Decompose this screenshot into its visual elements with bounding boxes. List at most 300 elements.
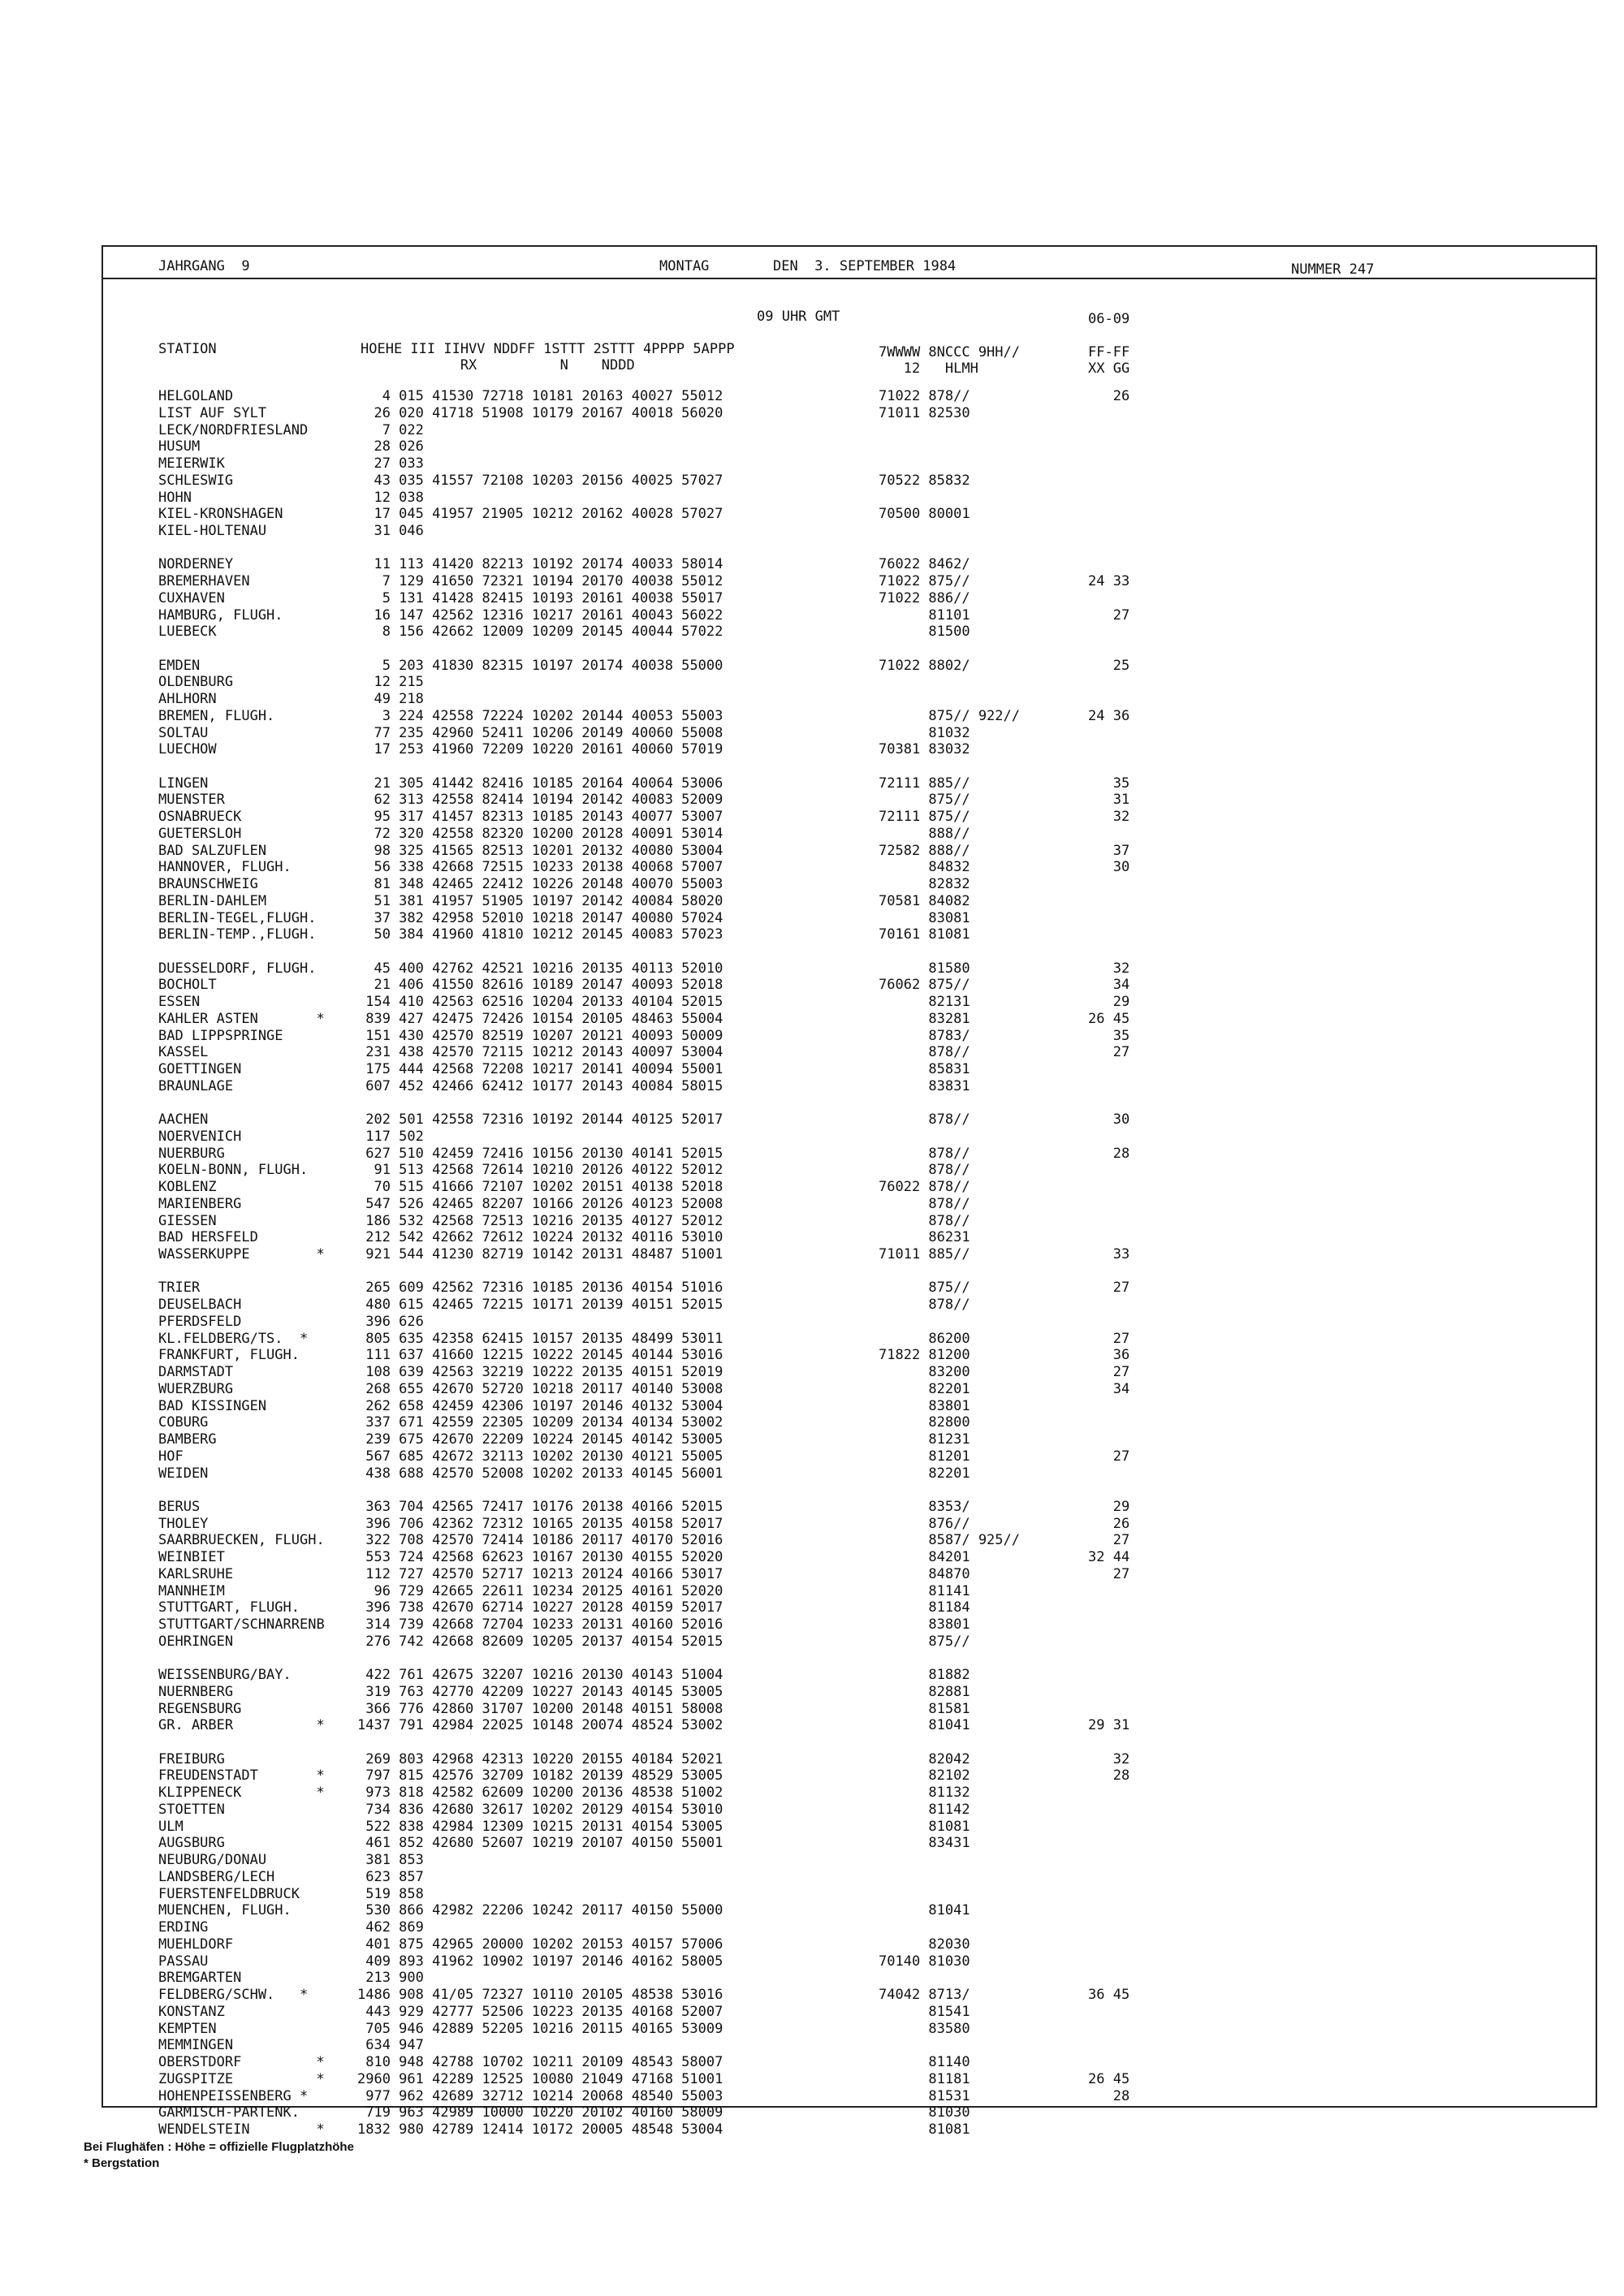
station-weather-groups: 8353/ [879, 1498, 970, 1515]
station-synop-data: 31 046 [357, 523, 424, 539]
station-name: BREMERHAVEN [158, 573, 250, 589]
station-weather-groups: 71022 875// [879, 573, 970, 589]
station-wind-peak: 27 [1088, 1448, 1130, 1465]
station-weather-groups: 878// [879, 1044, 970, 1061]
station-name: EMDEN [158, 657, 201, 674]
station-name: MANNHEIM [158, 1582, 225, 1599]
station-weather-groups: 878// [879, 1212, 970, 1229]
station-synop-data: 17 253 41960 72209 10220 20161 40060 57019 [357, 741, 723, 758]
station-weather-groups: 875// [879, 1633, 970, 1650]
station-name: HELGOLAND [158, 388, 234, 404]
station-wind-peak: 27 [1088, 606, 1130, 624]
station-weather-groups: 8783/ [879, 1027, 970, 1044]
station-synop-data: 43 035 41557 72108 10203 20156 40025 57027 [357, 472, 723, 489]
station-synop-data: 62 313 42558 82414 10194 20142 40083 52009 [357, 792, 723, 809]
station-synop-data: 49 218 [357, 691, 424, 707]
station-wind-peak: 32 [1088, 1750, 1130, 1767]
station-wind-peak: 36 [1088, 1347, 1130, 1364]
station-weather-groups: 70500 80001 [879, 506, 970, 523]
station-wind-peak: 30 [1088, 1111, 1130, 1128]
station-weather-groups: 878// [879, 1111, 970, 1128]
station-name: ESSEN [158, 994, 201, 1010]
station-synop-data: 262 658 42459 42306 10197 20146 40132 53004 [357, 1397, 723, 1414]
station-weather-groups: 83081 [879, 909, 970, 926]
station-name: SCHLESWIG [158, 472, 234, 489]
station-synop-data: 396 738 42670 62714 10227 20128 40159 52017 [357, 1599, 723, 1616]
station-weather-groups: 82042 [879, 1750, 970, 1767]
station-synop-data: 797 815 42576 32709 10182 20139 48529 53005 [357, 1767, 723, 1785]
station-weather-groups: 878// [879, 1195, 970, 1212]
station-weather-groups: 82131 [879, 994, 970, 1010]
station-weather-groups: 76022 8462/ [879, 556, 970, 573]
station-wind-peak: 29 31 [1088, 1717, 1130, 1734]
station-name: HOHN [158, 489, 192, 506]
station-weather-groups: 70581 84082 [879, 892, 970, 909]
station-weather-groups: 81181 [879, 2070, 970, 2087]
station-name: DARMSTADT [158, 1364, 234, 1380]
station-name: REGENSBURG [158, 1700, 242, 1717]
station-name: OLDENBURG [158, 674, 234, 691]
station-name: BREMGARTEN [158, 1970, 242, 1987]
station-wind-peak: 27 [1088, 1280, 1130, 1297]
station-wind-peak: 34 [1088, 977, 1130, 994]
station-synop-data: 95 317 41457 82313 10185 20143 40077 53007 [357, 809, 723, 825]
station-name: WEINBIET [158, 1549, 225, 1565]
station-name: AACHEN [158, 1111, 209, 1128]
station-name: BERLIN-DAHLEM [158, 892, 267, 909]
station-synop-data: 27 033 [357, 455, 424, 472]
station-name: TRIER [158, 1280, 201, 1297]
footnote-airports: Bei Flughäfen : Höhe = offizielle Flugplatzhöhe [84, 2140, 354, 2154]
station-synop-data: 276 742 42668 82609 10205 20137 40154 52015 [357, 1633, 723, 1650]
station-name: FUERSTENFELDBRUCK [158, 1885, 300, 1902]
station-name: BAD LIPPSPRINGE [158, 1027, 283, 1044]
station-weather-groups: 878// [879, 1162, 970, 1179]
station-synop-data: 12 038 [357, 489, 424, 506]
station-synop-data: 366 776 42860 31707 10200 20148 40151 58008 [357, 1700, 723, 1717]
station-weather-groups: 875// [879, 1280, 970, 1297]
station-synop-data: 12 215 [357, 674, 424, 691]
station-name: MUENCHEN, FLUGH. [158, 1902, 292, 1919]
period-label: 06-09 [1088, 311, 1130, 327]
table-frame [102, 245, 1597, 2108]
station-synop-data: 154 410 42563 62516 10204 20133 40104 52015 [357, 994, 723, 1010]
station-synop-data: 50 384 41960 41810 10212 20145 40083 57023 [357, 926, 723, 943]
station-name: BRAUNLAGE [158, 1077, 234, 1094]
station-synop-data: 734 836 42680 32617 10202 20129 40154 53010 [357, 1801, 723, 1818]
station-weather-groups: 70522 85832 [879, 472, 970, 489]
station-weather-groups: 84870 [879, 1565, 970, 1582]
station-weather-groups: 81882 [879, 1667, 970, 1683]
station-synop-data: 72 320 42558 82320 10200 20128 40091 53014 [357, 825, 723, 842]
station-wind-peak: 28 [1088, 1767, 1130, 1785]
station-name: BAD KISSINGEN [158, 1397, 267, 1414]
station-name: KASSEL [158, 1044, 209, 1061]
station-synop-data: 1832 980 42789 12414 10172 20005 48548 53004 [357, 2121, 723, 2138]
jahrgang-label: JAHRGANG 9 [158, 258, 250, 274]
station-weather-groups: 875// 922// [879, 707, 1020, 724]
station-name: KL.FELDBERG/TS. * [158, 1330, 309, 1347]
station-name: KEMPTEN [158, 2020, 217, 2037]
station-synop-data: 921 544 41230 82719 10142 20131 48487 51001 [357, 1246, 723, 1262]
station-weather-groups: 81101 [879, 606, 970, 624]
station-synop-data: 805 635 42358 62415 10157 20135 48499 53011 [357, 1330, 723, 1347]
station-wind-peak: 35 [1088, 1027, 1130, 1044]
station-wind-peak: 34 [1088, 1380, 1130, 1397]
station-weather-groups: 8587/ 925// [879, 1532, 1020, 1549]
station-name: KOBLENZ [158, 1179, 217, 1195]
station-name: WENDELSTEIN * [158, 2121, 325, 2138]
station-wind-peak: 26 [1088, 388, 1130, 404]
station-wind-peak: 27 [1088, 1330, 1130, 1347]
station-name: AUGSBURG [158, 1835, 225, 1852]
station-synop-data: 322 708 42570 72414 10186 20117 40170 52016 [357, 1532, 723, 1549]
station-synop-data: 461 852 42680 52607 10219 20107 40150 55001 [357, 1835, 723, 1852]
station-synop-data: 530 866 42982 22206 10242 20117 40150 55000 [357, 1902, 723, 1919]
station-synop-data: 91 513 42568 72614 10210 20126 40122 52012 [357, 1162, 723, 1179]
station-weather-groups: 81142 [879, 1801, 970, 1818]
station-weather-groups: 878// [879, 1297, 970, 1313]
station-name: LUECHOW [158, 741, 217, 758]
station-wind-peak: 35 [1088, 775, 1130, 792]
station-weather-groups: 82030 [879, 1936, 970, 1953]
station-weather-groups: 71011 885// [879, 1246, 970, 1262]
station-weather-groups: 81500 [879, 624, 970, 641]
station-synop-data: 705 946 42889 52205 10216 20115 40165 53009 [357, 2020, 723, 2037]
station-weather-groups: 82201 [879, 1465, 970, 1482]
station-name: FRANKFURT, FLUGH. [158, 1347, 300, 1364]
station-synop-data: 314 739 42668 72704 10233 20131 40160 52016 [357, 1616, 723, 1633]
station-name: BOCHOLT [158, 977, 217, 994]
weather-columns-header: 7WWWW 8NCCC 9HH// [879, 344, 1020, 360]
wind-columns-header: FF-FF [1088, 344, 1130, 360]
station-name: COBURG [158, 1414, 209, 1431]
station-weather-groups: 82201 [879, 1380, 970, 1397]
station-synop-data: 627 510 42459 72416 10156 20130 40141 52015 [357, 1145, 723, 1162]
station-synop-data: 212 542 42662 72612 10224 20132 40116 53010 [357, 1229, 723, 1246]
station-name: NUERNBERG [158, 1683, 234, 1700]
station-synop-data: 117 502 [357, 1128, 424, 1145]
station-synop-data: 480 615 42465 72215 10171 20139 40151 52015 [357, 1297, 723, 1313]
station-synop-data: 268 655 42670 52720 10218 20117 40140 53008 [357, 1380, 723, 1397]
station-wind-peak: 29 [1088, 994, 1130, 1010]
station-name: DEUSELBACH [158, 1297, 242, 1313]
station-name: WUERZBURG [158, 1380, 234, 1397]
station-name: WASSERKUPPE * [158, 1246, 325, 1262]
station-synop-data: 363 704 42565 72417 10176 20138 40166 52015 [357, 1498, 723, 1515]
station-wind-peak: 27 [1088, 1364, 1130, 1380]
station-weather-groups: 81531 [879, 2087, 970, 2104]
station-name: NUERBURG [158, 1145, 225, 1162]
station-weather-groups: 86200 [879, 1330, 970, 1347]
station-name: MUENSTER [158, 792, 225, 809]
station-wind-peak: 27 [1088, 1565, 1130, 1582]
station-name: OBERSTDORF * [158, 2054, 325, 2070]
station-name: ERDING [158, 1919, 209, 1936]
station-name: DUESSELDORF, FLUGH. [158, 960, 317, 977]
station-name: MUEHLDORF [158, 1936, 234, 1953]
station-weather-groups: 876// [879, 1515, 970, 1532]
station-weather-groups: 81140 [879, 2054, 970, 2070]
station-name: BRAUNSCHWEIG [158, 876, 258, 892]
station-weather-groups: 71022 8802/ [879, 657, 970, 674]
station-weather-groups: 86231 [879, 1229, 970, 1246]
station-name: THOLEY [158, 1515, 209, 1532]
station-name: HUSUM [158, 438, 201, 455]
station-name: ZUGSPITZE * [158, 2070, 325, 2087]
station-weather-groups: 70140 81030 [879, 1953, 970, 1970]
station-synop-data: 396 706 42362 72312 10165 20135 40158 52017 [357, 1515, 723, 1532]
station-weather-groups: 81041 [879, 1717, 970, 1734]
station-weather-groups: 76062 875// [879, 977, 970, 994]
station-wind-peak: 25 [1088, 657, 1130, 674]
station-synop-data: 422 761 42675 32207 10216 20130 40143 51004 [357, 1667, 723, 1683]
station-weather-groups: 85831 [879, 1061, 970, 1077]
station-synop-data: 519 858 [357, 1885, 424, 1902]
station-synop-data: 719 963 42989 10000 10220 20102 40160 58009 [357, 2104, 723, 2121]
station-weather-groups: 83431 [879, 1835, 970, 1852]
station-name: MEMMINGEN [158, 2037, 234, 2054]
station-synop-data: 7 129 41650 72321 10194 20170 40038 55012 [357, 573, 723, 589]
station-weather-groups: 83801 [879, 1397, 970, 1414]
station-weather-groups: 82832 [879, 876, 970, 892]
station-name: HOF [158, 1448, 184, 1465]
station-synop-data: 623 857 [357, 1868, 424, 1885]
station-weather-groups: 76022 878// [879, 1179, 970, 1195]
station-weather-groups: 81132 [879, 1785, 970, 1801]
station-synop-data: 98 325 41565 82513 10201 20132 40080 53004 [357, 842, 723, 859]
station-wind-peak: 32 [1088, 809, 1130, 825]
station-wind-peak: 28 [1088, 1145, 1130, 1162]
station-name: BAD HERSFELD [158, 1229, 258, 1246]
station-synop-data: 443 929 42777 52506 10223 20135 40168 52007 [357, 2003, 723, 2020]
station-weather-groups: 81081 [879, 1818, 970, 1835]
station-synop-data: 213 900 [357, 1970, 424, 1987]
station-weather-groups: 81030 [879, 2104, 970, 2121]
station-name: BERLIN-TEMP.,FLUGH. [158, 926, 317, 943]
station-synop-data: 21 406 41550 82616 10189 20147 40093 52018 [357, 977, 723, 994]
station-name: HAMBURG, FLUGH. [158, 606, 283, 624]
station-synop-data: 438 688 42570 52008 10202 20133 40145 56001 [357, 1465, 723, 1482]
station-synop-data: 462 869 [357, 1919, 424, 1936]
station-synop-data: 977 962 42689 32712 10214 20068 48540 55003 [357, 2087, 723, 2104]
station-name: BERUS [158, 1498, 201, 1515]
station-synop-data: 2960 961 42289 12525 10080 21049 47168 51001 [357, 2070, 723, 2087]
station-name: HOHENPEISSENBERG * [158, 2087, 309, 2104]
station-synop-data: 96 729 42665 22611 10234 20125 40161 52020 [357, 1582, 723, 1599]
station-wind-peak: 26 [1088, 1515, 1130, 1532]
station-name: GUETERSLOH [158, 825, 242, 842]
station-weather-groups: 81032 [879, 724, 970, 741]
issue-number: NUMMER 247 [1291, 261, 1375, 278]
station-synop-data: 810 948 42788 10702 10211 20109 48543 58007 [357, 2054, 723, 2070]
station-name: BERLIN-TEGEL,FLUGH. [158, 909, 317, 926]
station-synop-data: 607 452 42466 62412 10177 20143 40084 58015 [357, 1077, 723, 1094]
station-wind-peak: 32 [1088, 960, 1130, 977]
station-name: LECK/NORDFRIESLAND [158, 421, 309, 438]
station-weather-groups: 71822 81200 [879, 1347, 970, 1364]
station-synop-data: 337 671 42559 22305 10209 20134 40134 53002 [357, 1414, 723, 1431]
station-weather-groups: 83281 [879, 1010, 970, 1027]
station-synop-data: 839 427 42475 72426 10154 20105 48463 55004 [357, 1010, 723, 1027]
station-name: BAD SALZUFLEN [158, 842, 267, 859]
station-name: STUTTGART, FLUGH. [158, 1599, 300, 1616]
station-name: LIST AUF SYLT [158, 404, 267, 421]
station-name: GR. ARBER * [158, 1717, 325, 1734]
station-wind-peak: 36 45 [1088, 1987, 1130, 2003]
station-weather-groups: 81184 [879, 1599, 970, 1616]
wind-columns-subheader: XX GG [1088, 360, 1130, 377]
station-name: PFERDSFELD [158, 1313, 242, 1330]
data-columns-header: HOEHE III IIHVV NDDFF 1STTT 2STTT 4PPPP 5APPP [361, 341, 735, 357]
station-wind-peak: 37 [1088, 842, 1130, 859]
station-weather-groups: 81581 [879, 1700, 970, 1717]
station-name: KAHLER ASTEN * [158, 1010, 325, 1027]
station-synop-data: 186 532 42568 72513 10216 20135 40127 52012 [357, 1212, 723, 1229]
station-weather-groups: 72111 875// [879, 809, 970, 825]
station-weather-groups: 71011 82530 [879, 404, 970, 421]
station-synop-data: 547 526 42465 82207 10166 20126 40123 52008 [357, 1195, 723, 1212]
station-wind-peak: 27 [1088, 1044, 1130, 1061]
station-weather-groups: 81201 [879, 1448, 970, 1465]
station-weather-groups: 878// [879, 1145, 970, 1162]
station-name: GARMISCH-PARTENK. [158, 2104, 300, 2121]
station-weather-groups: 83801 [879, 1616, 970, 1633]
station-name: SOLTAU [158, 724, 209, 741]
station-synop-data: 5 131 41428 82415 10193 20161 40038 55017 [357, 589, 723, 606]
station-name: FREIBURG [158, 1750, 225, 1767]
station-synop-data: 634 947 [357, 2037, 424, 2054]
station-wind-peak: 31 [1088, 792, 1130, 809]
station-synop-data: 4 015 41530 72718 10181 20163 40027 55012 [357, 388, 723, 404]
station-name: HANNOVER, FLUGH. [158, 859, 292, 876]
station-name: LANDSBERG/LECH [158, 1868, 275, 1885]
station-synop-data: 1437 791 42984 22025 10148 20074 48524 53002 [357, 1717, 723, 1734]
station-synop-data: 553 724 42568 62623 10167 20130 40155 52020 [357, 1549, 723, 1565]
station-weather-groups: 74042 8713/ [879, 1987, 970, 2003]
station-name: LINGEN [158, 775, 209, 792]
station-name: SAARBRUECKEN, FLUGH. [158, 1532, 325, 1549]
station-synop-data: 108 639 42563 32219 10222 20135 40151 52019 [357, 1364, 723, 1380]
station-synop-data: 973 818 42582 62609 10200 20136 48538 51002 [357, 1785, 723, 1801]
station-synop-data: 26 020 41718 51908 10179 20167 40018 56020 [357, 404, 723, 421]
station-column-header: STATION [158, 341, 217, 357]
station-name: KARLSRUHE [158, 1565, 234, 1582]
station-synop-data: 401 875 42965 20000 10202 20153 40157 57006 [357, 1936, 723, 1953]
station-synop-data: 112 727 42570 52717 10213 20124 40166 53017 [357, 1565, 723, 1582]
station-name: ULM [158, 1818, 184, 1835]
station-wind-peak: 24 36 [1088, 707, 1130, 724]
station-name: KLIPPENECK * [158, 1785, 325, 1801]
data-columns-subheader: RX N NDDD [361, 357, 635, 373]
station-weather-groups: 71022 878// [879, 388, 970, 404]
station-wind-peak: 24 33 [1088, 573, 1130, 589]
station-weather-groups: 888// [879, 825, 970, 842]
station-weather-groups: 82881 [879, 1683, 970, 1700]
station-weather-groups: 81081 [879, 2121, 970, 2138]
station-synop-data: 8 156 42662 12009 10209 20145 40044 57022 [357, 624, 723, 641]
station-wind-peak: 29 [1088, 1498, 1130, 1515]
station-name: OSNABRUECK [158, 809, 242, 825]
station-name: OEHRINGEN [158, 1633, 234, 1650]
station-synop-data: 319 763 42770 42209 10227 20143 40145 53005 [357, 1683, 723, 1700]
station-synop-data: 17 045 41957 21905 10212 20162 40028 57027 [357, 506, 723, 523]
station-wind-peak: 27 [1088, 1532, 1130, 1549]
station-weather-groups: 70161 81081 [879, 926, 970, 943]
station-name: KOELN-BONN, FLUGH. [158, 1162, 309, 1179]
station-synop-data: 7 022 [357, 421, 424, 438]
station-synop-data: 16 147 42562 12316 10217 20161 40043 56022 [357, 606, 723, 624]
station-weather-groups: 81541 [879, 2003, 970, 2020]
station-wind-peak: 26 45 [1088, 1010, 1130, 1027]
footnote-mountain-station: * Bergstation [84, 2156, 160, 2170]
date-label: DEN 3. SEPTEMBER 1984 [773, 258, 957, 274]
station-weather-groups: 83200 [879, 1364, 970, 1380]
station-name: STOETTEN [158, 1801, 225, 1818]
station-synop-data: 175 444 42568 72208 10217 20141 40094 55001 [357, 1061, 723, 1077]
station-name: LUEBECK [158, 624, 217, 641]
weekday-label: MONTAG [659, 258, 710, 274]
station-synop-data: 70 515 41666 72107 10202 20151 40138 52018 [357, 1179, 723, 1195]
station-name: FREUDENSTADT * [158, 1767, 325, 1785]
station-name: AHLHORN [158, 691, 217, 707]
station-wind-peak: 30 [1088, 859, 1130, 876]
station-name: STUTTGART/SCHNARRENB [158, 1616, 325, 1633]
station-weather-groups: 81580 [879, 960, 970, 977]
station-name: MARIENBERG [158, 1195, 242, 1212]
station-wind-peak: 28 [1088, 2087, 1130, 2104]
station-synop-data: 522 838 42984 12309 10215 20131 40154 53005 [357, 1818, 723, 1835]
station-weather-groups: 81041 [879, 1902, 970, 1919]
observation-time: 09 UHR GMT [757, 309, 840, 325]
station-synop-data: 28 026 [357, 438, 424, 455]
station-synop-data: 396 626 [357, 1313, 424, 1330]
station-synop-data: 3 224 42558 72224 10202 20144 40053 55003 [357, 707, 723, 724]
station-synop-data: 45 400 42762 42521 10216 20135 40113 52010 [357, 960, 723, 977]
station-name: WEIDEN [158, 1465, 209, 1482]
weather-columns-subheader: 12 HLMH [879, 360, 978, 377]
station-synop-data: 111 637 41660 12215 10222 20145 40144 53016 [357, 1347, 723, 1364]
station-weather-groups: 81231 [879, 1431, 970, 1448]
station-synop-data: 567 685 42672 32113 10202 20130 40121 55005 [357, 1448, 723, 1465]
station-synop-data: 37 382 42958 52010 10218 20147 40080 57024 [357, 909, 723, 926]
station-synop-data: 77 235 42960 52411 10206 20149 40060 55008 [357, 724, 723, 741]
station-synop-data: 21 305 41442 82416 10185 20164 40064 53006 [357, 775, 723, 792]
station-synop-data: 265 609 42562 72316 10185 20136 40154 51016 [357, 1280, 723, 1297]
station-weather-groups: 71022 886// [879, 589, 970, 606]
station-name: GOETTINGEN [158, 1061, 242, 1077]
station-weather-groups: 83580 [879, 2020, 970, 2037]
station-synop-data: 381 853 [357, 1852, 424, 1868]
station-name: KIEL-HOLTENAU [158, 523, 267, 539]
station-weather-groups: 83831 [879, 1077, 970, 1094]
station-weather-groups: 82800 [879, 1414, 970, 1431]
station-name: CUXHAVEN [158, 589, 225, 606]
station-weather-groups: 72111 885// [879, 775, 970, 792]
station-synop-data: 239 675 42670 22209 10224 20145 40142 53005 [357, 1431, 723, 1448]
station-wind-peak: 32 44 [1088, 1549, 1130, 1565]
station-synop-data: 231 438 42570 72115 10212 20143 40097 53004 [357, 1044, 723, 1061]
station-name: NOERVENICH [158, 1128, 242, 1145]
station-name: BAMBERG [158, 1431, 217, 1448]
station-name: NORDERNEY [158, 556, 234, 573]
station-name: BREMEN, FLUGH. [158, 707, 275, 724]
station-synop-data: 11 113 41420 82213 10192 20174 40033 58014 [357, 556, 723, 573]
station-wind-peak: 26 45 [1088, 2070, 1130, 2087]
station-synop-data: 269 803 42968 42313 10220 20155 40184 52021 [357, 1750, 723, 1767]
station-weather-groups: 84201 [879, 1549, 970, 1565]
station-name: NEUBURG/DONAU [158, 1852, 267, 1868]
